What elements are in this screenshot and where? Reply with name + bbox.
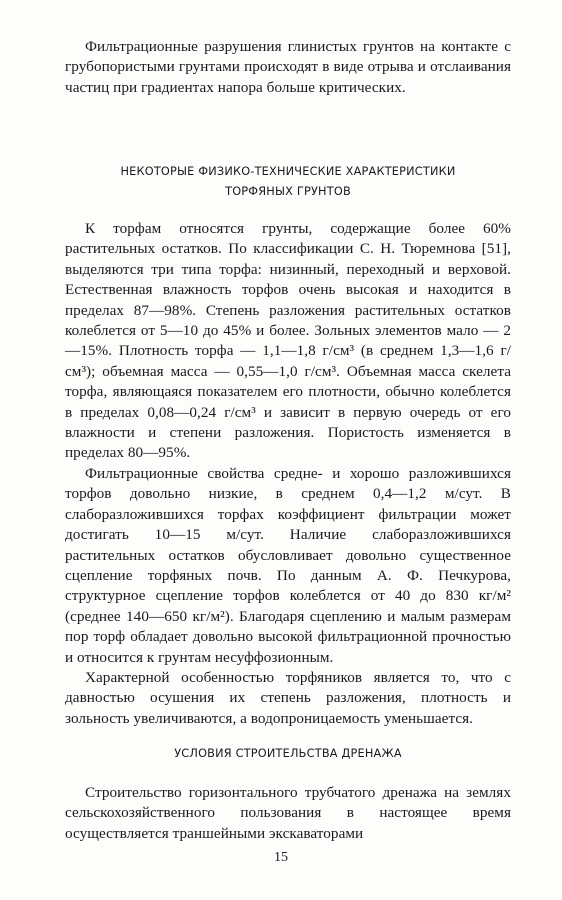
section-heading-drainage (60, 744, 516, 764)
peat-paragraph-3: Характерной особенностью торфяников является то, что с давностью осушения их степень разложения, плотность и зольность увеличиваются, а водопроницаемость уменьшается. (65, 668, 511, 727)
intro-paragraph: Фильтрационные разрушения глинистых грунтов на контакте с грубопористыми грунтами происходят в виде отрыва и отслаивания частиц при градиентах напора больше критических. (65, 38, 511, 96)
section-body-peat (65, 219, 511, 729)
section-body-drainage (65, 783, 511, 844)
section-heading-drainage-text: УСЛОВИЯ СТРОИТЕЛЬСТВА ДРЕНАЖА (174, 747, 402, 760)
intro-block (65, 37, 511, 98)
peat-paragraph-2: Фильтрационные свойства средне- и хорошо разложившихся торфов довольно низкие, в среднем 0,4—1,2 м/сут. В слаборазложившихся торфах коэффициент фильтрации может достигать 10—15 м/сут. Наличие слаборазложившихся растительных остатков обусловливает довольно существенное сцепление торфяных почв. По данным А. Ф. Печкурова, структурное сцепление торфов колеблется от 40 до 830 кг/м² (среднее 140—650 кг/м²). Благодаря сцеплению и малым размерам пор торф обладает довольно высокой фильтрационной прочностью и относится к грунтам несуффозионным. (65, 464, 511, 666)
section-heading-peat-line2: ТОРФЯНЫХ ГРУНТОВ (225, 185, 351, 198)
page-number: 15 (274, 850, 288, 865)
section-heading-peat-line1: НЕКОТОРЫЕ ФИЗИКО-ТЕХНИЧЕСКИЕ ХАРАКТЕРИСТИКИ (120, 165, 456, 178)
section-heading-peat (60, 162, 516, 202)
peat-paragraph-1: К торфам относятся грунты, содержащие более 60% растительных остатков. По классификации С. Н. Тюремнова [51], выделяются три типа торфа: низинный, переходный и верховой. Естественная влажность торфов очень высокая и находится в пределах 87—98%. Степень разложения растительных остатков колеблется от 5—10 до 45% и более. Зольных элементов мало — 2—15%. Плотность торфа — 1,1—1,8 г/см³ (в среднем 1,3—1,6 г/см³); объемная масса — 0,55—1,0 г/см³. Объемная масса скелета торфа, являющаяся показателем его плотности, обычно колеблется в пределах 0,08—0,24 г/см³ и зависит в первую очередь от его влажности и степени разложения. Пористость изменяется в пределах 80—95%. (65, 220, 511, 462)
drainage-paragraph: Строительство горизонтального трубчатого дренажа на землях сельскохозяйственного пользования в настоящее время осуществляется траншейными экскаваторами (65, 784, 511, 842)
